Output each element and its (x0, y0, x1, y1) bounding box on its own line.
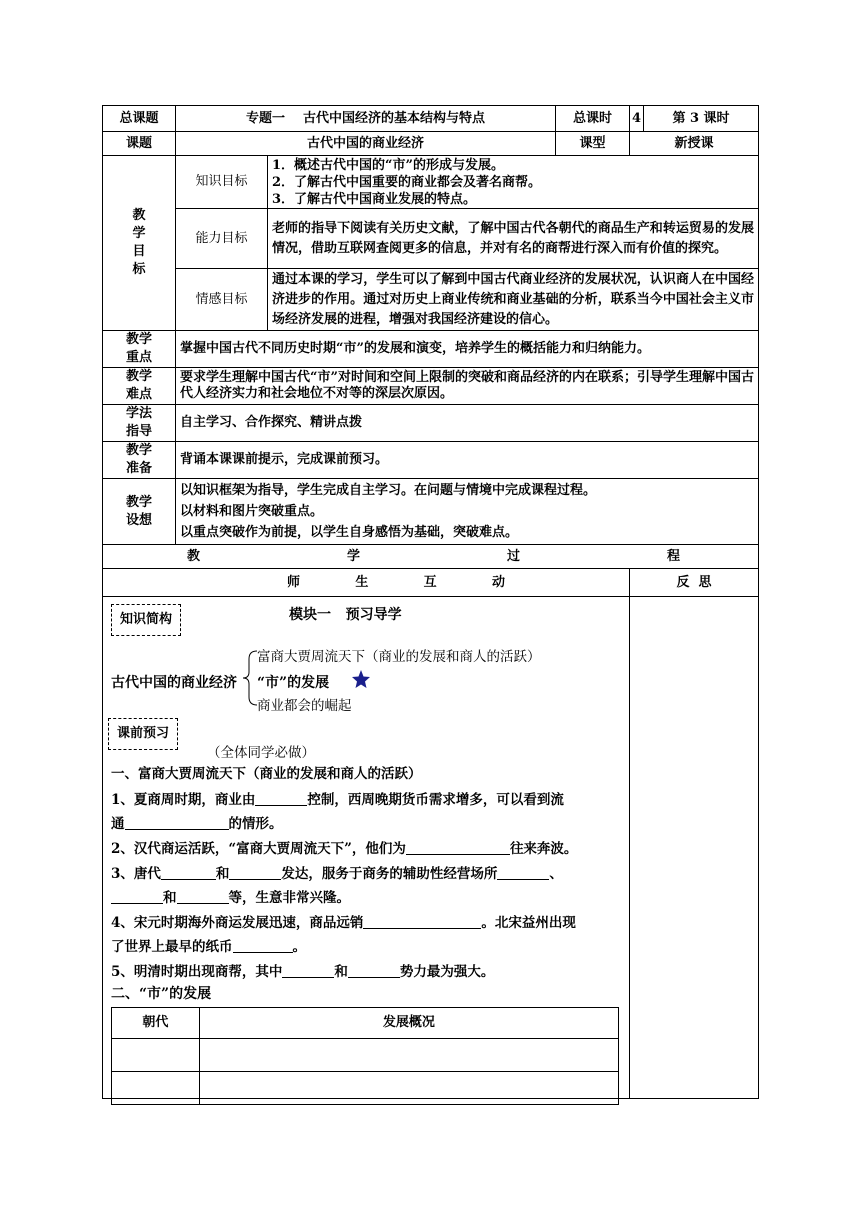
difficulty-label (103, 368, 176, 405)
type-label: 课型 (556, 132, 630, 156)
design-label-line-2: 设想 (125, 512, 152, 528)
question-4-line-2 (111, 938, 306, 956)
interaction-body (103, 597, 630, 1099)
q5-text-c: 势力最为强大。 (399, 964, 495, 980)
q5-text-a: 5、明清时期出现商帮，其中 (111, 964, 283, 980)
key-label-line-2: 重点 (125, 350, 152, 365)
reflection-header: 反 思 (630, 569, 759, 597)
framework-root: 古代中国的商业经济 (111, 675, 237, 691)
q4-text-d: 。 (292, 939, 306, 955)
process-char-4: 程 (667, 548, 681, 564)
q4-blank-1[interactable] (363, 914, 481, 929)
q2-text-a: 2、汉代商运活跃，“富商大贾周流天下”，他们为 (111, 841, 406, 857)
prep-text: 背诵本课课前提示，完成课前预习。 (176, 442, 759, 479)
q3-text-d: 、 (549, 866, 563, 882)
q3-blank-2[interactable] (229, 865, 281, 880)
goals-char-2: 学 (132, 226, 146, 241)
lesson-number: 第 3 课时 (644, 106, 759, 132)
dynasty-header: 朝代 (112, 1008, 200, 1039)
q4-text-b: 。北宋益州出现 (481, 915, 576, 931)
question-1-line-1 (111, 791, 564, 809)
goals-group-label (103, 156, 176, 331)
q5-blank-1[interactable] (282, 963, 334, 978)
goals-char-3: 目 (132, 244, 146, 259)
goals-char-4: 标 (132, 262, 146, 277)
design-line-2: 以材料和图片突破重点。 (180, 504, 324, 519)
method-text: 自主学习、合作探究、精讲点拨 (176, 405, 759, 442)
q2-blank-1[interactable] (406, 840, 510, 855)
process-char-1: 教 (187, 548, 201, 564)
q1-text-d: 的情形。 (228, 816, 283, 832)
process-title (103, 545, 759, 569)
star-icon (351, 669, 371, 689)
q2-text-b: 往来奔波。 (509, 841, 578, 857)
q1-blank-1[interactable] (255, 791, 307, 806)
interaction-char-3: 互 (423, 574, 437, 590)
framework-branch-1: 富商大贾周流天下（商业的发展和商人的活跃） (257, 649, 541, 665)
emotion-goal-text: 通过本课的学习，学生可以了解到中国古代商业经济的发展状况，认识商人在中国经济进步的作用。通过对历史上商业传统和商业基础的分析，联系当今中国社会主义市场经济发展的进程，增强对我国经济建设的信心。 (268, 269, 759, 331)
q3-text-b: 和 (215, 866, 230, 882)
framework-branch-3: 商业都会的崛起 (257, 698, 352, 714)
q5-text-b: 和 (334, 964, 348, 980)
section-2-title: 二、“市”的发展 (111, 986, 212, 1002)
overview-cell-2[interactable] (199, 1072, 618, 1105)
knowledge-line-1: 1．概述古代中国的“市”的形成与发展。 (272, 157, 505, 173)
interaction-char-1: 师 (287, 574, 301, 590)
question-3-line-1 (111, 865, 563, 883)
difficulty-text: 要求学生理解中国古代“市”对时间和空间上限制的突破和商品经济的内在联系；引导学生理解中国古代人经济实力和社会地位不对等的深层次原因。 (176, 368, 759, 405)
ability-goal-label: 能力目标 (176, 209, 268, 269)
reflection-body[interactable] (630, 597, 759, 1099)
lesson-plan-table (102, 105, 759, 1099)
question-4-line-1 (111, 914, 576, 932)
q3-text-a: 3、唐代 (111, 866, 161, 882)
process-char-3: 过 (507, 548, 521, 564)
question-2 (111, 840, 577, 858)
knowledge-goal-text (268, 156, 759, 209)
dynasty-cell-2[interactable] (112, 1072, 200, 1105)
goals-char-1: 教 (132, 208, 146, 223)
method-label-line-2: 指导 (125, 424, 152, 439)
market-development-table (111, 1007, 619, 1105)
framework-branch-2: “市”的发展 (257, 675, 330, 691)
q4-text-c: 了世界上最早的纸币 (111, 939, 233, 955)
q3-text-e: 和 (163, 890, 177, 906)
q3-text-c: 发达，服务于商务的辅助性经营场所 (281, 866, 498, 882)
prep-label-line-2: 准备 (125, 461, 152, 476)
type-value: 新授课 (630, 132, 759, 156)
q1-text-b: 控制，西周晚期货币需求增多，可以看到流 (307, 792, 564, 808)
difficulty-label-line-2: 难点 (125, 387, 152, 402)
knowledge-structure-box: 知识简构 (111, 604, 181, 636)
lesson-plan-page (102, 105, 758, 1099)
q1-text-c: 通 (111, 816, 125, 832)
interaction-char-4: 动 (491, 574, 505, 590)
design-line-3: 以重点突破作为前提，以学生自身感悟为基础，突破难点。 (180, 525, 519, 540)
ability-goal-text: 老师的指导下阅读有关历史文献，了解中国古代各朝代的商品生产和转运贸易的发展情况，借助互联网查阅更多的信息，并对有名的商帮进行深入而有价值的探究。 (268, 209, 759, 269)
q1-text-a: 1、夏商周时期，商业由 (111, 792, 256, 808)
method-label-line-1: 学法 (125, 406, 152, 421)
q4-blank-2[interactable] (233, 938, 293, 953)
q3-blank-4[interactable] (111, 889, 163, 904)
q1-blank-2[interactable] (125, 815, 229, 830)
question-3-line-2 (111, 889, 350, 907)
q3-blank-1[interactable] (161, 865, 216, 880)
prep-label (103, 442, 176, 479)
all-students-note: （全体同学必做） (207, 745, 315, 761)
interaction-header (103, 569, 630, 597)
q3-blank-5[interactable] (177, 889, 229, 904)
key-point-label (103, 331, 176, 368)
question-5 (111, 963, 494, 981)
q3-blank-3[interactable] (497, 865, 549, 880)
knowledge-line-2: 2．了解古代中国重要的商业都会及著名商帮。 (272, 174, 542, 190)
process-char-2: 学 (347, 548, 361, 564)
overview-header: 发展概况 (199, 1008, 618, 1039)
design-label (103, 479, 176, 545)
total-topic-value: 专题一 古代中国经济的基本结构与特点 (176, 106, 556, 132)
interaction-content (103, 597, 629, 1085)
prep-label-line-1: 教学 (125, 443, 152, 458)
method-label (103, 405, 176, 442)
preview-box: 课前预习 (108, 718, 178, 750)
overview-cell-1[interactable] (199, 1039, 618, 1072)
knowledge-line-3: 3．了解古代中国商业发展的特点。 (272, 191, 477, 207)
difficulty-label-line-1: 教学 (125, 369, 152, 384)
question-1-line-2 (111, 815, 283, 833)
emotion-goal-label: 情感目标 (176, 269, 268, 331)
topic-label: 课题 (103, 132, 176, 156)
q3-text-f: 等，生意非常兴隆。 (228, 890, 350, 906)
total-hours-label: 总课时 (556, 106, 630, 132)
dynasty-cell-1[interactable] (112, 1039, 200, 1072)
design-label-line-1: 教学 (125, 494, 152, 510)
q5-blank-2[interactable] (348, 963, 400, 978)
interaction-char-2: 生 (355, 574, 369, 590)
module-title: 模块一 预习导学 (289, 607, 402, 623)
q4-text-a: 4、宋元时期海外商运发展迅速，商品远销 (111, 915, 364, 931)
total-hours-value: 4 (630, 106, 644, 132)
design-text (176, 479, 759, 545)
design-line-1: 以知识框架为指导，学生完成自主学习。在问题与情境中完成课程过程。 (180, 483, 597, 498)
total-topic-label: 总课题 (103, 106, 176, 132)
key-label-line-1: 教学 (125, 332, 152, 347)
knowledge-goal-label: 知识目标 (176, 156, 268, 209)
topic-value: 古代中国的商业经济 (176, 132, 556, 156)
section-1-title: 一、富商大贾周流天下（商业的发展和商人的活跃） (111, 766, 422, 782)
key-point-text: 掌握中国古代不同历史时期“市”的发展和演变，培养学生的概括能力和归纳能力。 (176, 331, 759, 368)
